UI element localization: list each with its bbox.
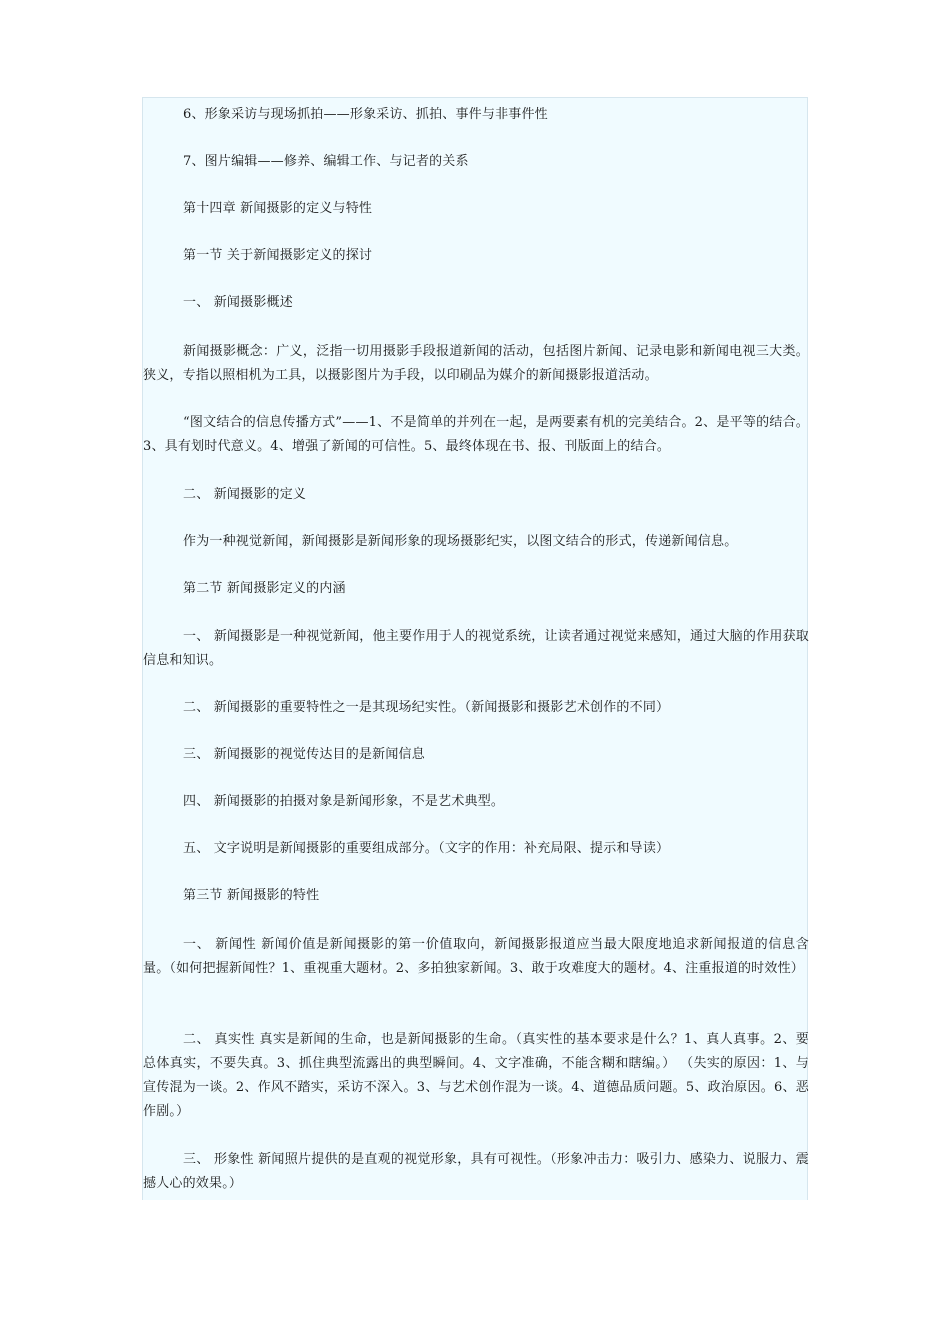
paragraph-newsworthiness: 一、 新闻性 新闻价值是新闻摄影的第一价值取向，新闻摄影报道应当最大限度地追求新闻报道的信息含量。（如何把握新闻性？1、重视重大题材。2、多拍独家新闻。3、敢于攻难度大的题材。4、注重报道的时效性） (143, 937, 809, 976)
paragraph-concept: 新闻摄影概念：广义，泛指一切用摄影手段报道新闻的活动，包括图片新闻、记录电影和新闻电视三大类。狭义，专指以照相机为工具，以摄影图片为手段，以印刷品为媒介的新闻摄影报道活动。 (143, 344, 809, 383)
section-heading-2: 第二节 新闻摄影定义的内涵 (183, 581, 346, 596)
paragraph-imagery: 三、 形象性 新闻照片提供的是直观的视觉形象，具有可视性。（形象冲击力：吸引力、感染力、说服力、震撼人心的效果。） (143, 1152, 809, 1191)
document-content-panel (142, 97, 808, 1200)
subheading-overview: 一、 新闻摄影概述 (183, 295, 293, 310)
paragraph-documentary: 二、 新闻摄影的重要特性之一是其现场纪实性。（新闻摄影和摄影艺术创作的不同） (183, 700, 670, 715)
section-heading-3: 第三节 新闻摄影的特性 (183, 888, 320, 903)
chapter-heading: 第十四章 新闻摄影的定义与特性 (183, 201, 373, 216)
paragraph-visual-news: 一、 新闻摄影是一种视觉新闻，他主要作用于人的视觉系统，让读者通过视觉来感知，通过大脑的作用获取信息和知识。 (143, 629, 809, 668)
paragraph-subject: 四、 新闻摄影的拍摄对象是新闻形象，不是艺术典型。 (183, 794, 505, 809)
paragraph-text-image: “图文结合的信息传播方式”——1、不是简单的并列在一起，是两要素有机的完美结合。2、是平等的结合。3、具有划时代意义。4、增强了新闻的可信性。5、最终体现在书、报、刊版面上的结合。 (143, 415, 809, 454)
section-heading-1: 第一节 关于新闻摄影定义的探讨 (183, 248, 373, 263)
paragraph-authenticity: 二、 真实性 真实是新闻的生命，也是新闻摄影的生命。（真实性的基本要求是什么？1、真人真事。2、要总体真实，不要失真。3、抓住典型流露出的典型瞬间。4、文字准确，不能含糊和瞎编。） （失实的原因：1、与宣传混为一谈。2、作风不踏实，采访不深入。3、与艺术创作混为一谈。4、道德品质问题。5、政治原因。6、恶作剧。） (143, 1032, 809, 1119)
subheading-definition: 二、 新闻摄影的定义 (183, 487, 307, 502)
paragraph-2: 7、图片编辑——修养、编辑工作、与记者的关系 (183, 154, 469, 169)
paragraph-purpose: 三、 新闻摄影的视觉传达目的是新闻信息 (183, 747, 425, 762)
paragraph-caption: 五、 文字说明是新闻摄影的重要组成部分。（文字的作用：补充局限、提示和导读） (183, 841, 670, 856)
paragraph-1: 6、形象采访与现场抓拍——形象采访、抓拍、事件与非事件性 (183, 107, 548, 122)
paragraph-definition: 作为一种视觉新闻，新闻摄影是新闻形象的现场摄影纪实，以图文结合的形式，传递新闻信息。 (183, 534, 738, 549)
